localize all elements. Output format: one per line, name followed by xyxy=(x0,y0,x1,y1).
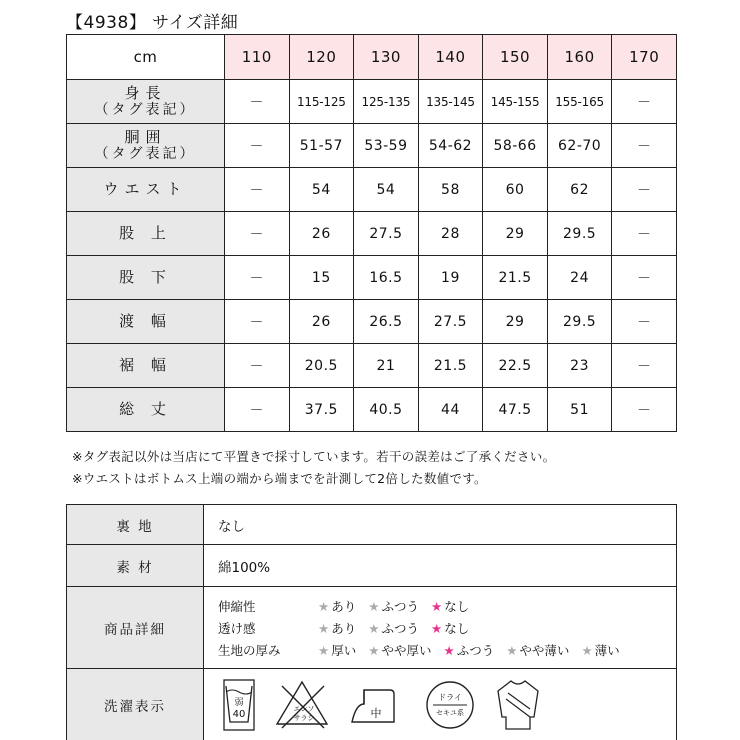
star-icon: ★ xyxy=(430,620,443,636)
size-cell: 135-145 xyxy=(418,80,483,124)
size-header: 160 xyxy=(547,35,612,80)
size-header: 130 xyxy=(354,35,419,80)
size-header: 150 xyxy=(483,35,548,80)
detail-option-text: ふつう xyxy=(456,642,495,658)
detail-option-text: ふつう xyxy=(381,620,419,636)
star-icon: ★ xyxy=(430,598,443,614)
size-cell: 60 xyxy=(483,168,548,212)
size-cell: 29 xyxy=(483,300,548,344)
row-label-text: 股 下 xyxy=(119,267,172,286)
detail-option-text: ふつう xyxy=(381,598,419,614)
detail-option xyxy=(368,597,419,615)
no-bleach-top-text: エンソ xyxy=(293,704,315,713)
dry-clean-icon xyxy=(424,679,476,731)
size-cell: 27.5 xyxy=(354,212,419,256)
size-cell: － xyxy=(612,344,677,388)
row-label-text: ウエスト xyxy=(103,179,188,198)
size-cell: 15 xyxy=(289,256,354,300)
size-table xyxy=(66,34,677,432)
row-label-text: 股 上 xyxy=(119,223,172,242)
detail-option xyxy=(581,641,619,659)
star-icon: ★ xyxy=(318,620,330,636)
size-cell: － xyxy=(612,124,677,168)
detail-option-text: あり xyxy=(331,598,357,614)
size-cell: 16.5 xyxy=(354,256,419,300)
star-icon: ★ xyxy=(368,598,380,614)
size-header-row xyxy=(67,35,677,80)
detail-row xyxy=(218,617,676,639)
iron-icon xyxy=(348,682,406,728)
size-cell: － xyxy=(225,256,290,300)
size-cell: 23 xyxy=(547,344,612,388)
row-label xyxy=(67,212,225,256)
row-label-text: 裾 幅 xyxy=(119,355,172,374)
detail-name: 伸縮性 xyxy=(218,598,256,614)
unit-label: cm xyxy=(67,35,225,80)
wash-tub-icon xyxy=(222,678,256,732)
size-row xyxy=(67,300,677,344)
size-cell: 53-59 xyxy=(354,124,419,168)
info-table xyxy=(66,504,677,740)
size-cell: 26 xyxy=(289,300,354,344)
details-label: 商品詳細 xyxy=(67,587,204,669)
detail-option xyxy=(318,619,356,637)
detail-option xyxy=(431,619,469,637)
row-label-text: 胴囲 xyxy=(124,127,167,146)
size-cell: 29.5 xyxy=(547,212,612,256)
size-cell: 21.5 xyxy=(418,344,483,388)
size-cell: － xyxy=(225,388,290,432)
size-cell: 21 xyxy=(354,344,419,388)
size-row xyxy=(67,124,677,168)
row-label xyxy=(67,344,225,388)
size-row xyxy=(67,168,677,212)
size-row xyxy=(67,388,677,432)
size-cell: 62-70 xyxy=(547,124,612,168)
care-icons xyxy=(218,670,676,740)
star-icon: ★ xyxy=(443,642,455,658)
size-cell: 62 xyxy=(547,168,612,212)
detail-option xyxy=(318,641,356,659)
size-cell: 37.5 xyxy=(289,388,354,432)
row-label-sub: （タグ表記） xyxy=(94,146,197,163)
detail-option-text: 厚い xyxy=(331,642,357,658)
row-label xyxy=(67,300,225,344)
detail-option-text: 薄い xyxy=(594,642,620,658)
size-cell: 27.5 xyxy=(418,300,483,344)
detail-option xyxy=(318,597,356,615)
care-label: 洗濯表示 xyxy=(67,669,204,740)
size-cell: 47.5 xyxy=(483,388,548,432)
star-icon: ★ xyxy=(368,642,380,658)
note-line: ※ウエストはボトムス上端の端から端までを計測して2倍した数値です。 xyxy=(72,471,487,486)
shade-dry-icon xyxy=(494,677,542,733)
size-header: 120 xyxy=(289,35,354,80)
detail-option-text: あり xyxy=(331,620,357,636)
size-cell: － xyxy=(612,388,677,432)
size-cell: 54 xyxy=(289,168,354,212)
size-cell: 24 xyxy=(547,256,612,300)
row-label-text: 総 丈 xyxy=(119,399,172,418)
iron-text: 中 xyxy=(370,706,382,720)
size-cell: 125-135 xyxy=(354,80,419,124)
size-cell: 145-155 xyxy=(483,80,548,124)
dry-clean-top-text: ドライ xyxy=(438,692,462,702)
size-cell: － xyxy=(225,168,290,212)
size-cell: 54 xyxy=(354,168,419,212)
wash-tub-bottom-text: 40 xyxy=(232,708,246,720)
size-cell: 155-165 xyxy=(547,80,612,124)
size-cell: 28 xyxy=(418,212,483,256)
no-bleach-bottom-text: サラシ xyxy=(293,713,315,722)
row-label xyxy=(67,388,225,432)
row-label xyxy=(67,168,225,212)
size-cell: － xyxy=(612,300,677,344)
row-label xyxy=(67,124,225,168)
wash-tub-top-text: 弱 xyxy=(234,697,244,708)
detail-option xyxy=(443,641,494,659)
detail-row xyxy=(218,639,676,661)
size-row xyxy=(67,212,677,256)
size-header: 170 xyxy=(612,35,677,80)
size-cell: 26.5 xyxy=(354,300,419,344)
detail-option-text: やや厚い xyxy=(381,642,432,658)
lining-label: 裏 地 xyxy=(67,505,204,545)
size-cell: 21.5 xyxy=(483,256,548,300)
size-cell: 51-57 xyxy=(289,124,354,168)
size-cell: 54-62 xyxy=(418,124,483,168)
row-label xyxy=(67,80,225,124)
size-cell: 22.5 xyxy=(483,344,548,388)
size-cell: 26 xyxy=(289,212,354,256)
notes xyxy=(72,446,555,490)
dry-clean-bottom-text: セキユ系 xyxy=(436,708,464,717)
page-title: 【4938】 サイズ詳細 xyxy=(66,13,239,33)
size-header: 110 xyxy=(225,35,290,80)
star-icon: ★ xyxy=(318,642,330,658)
size-cell: － xyxy=(612,168,677,212)
size-cell: 19 xyxy=(418,256,483,300)
lining-value: なし xyxy=(204,505,677,545)
size-cell: 115-125 xyxy=(289,80,354,124)
star-icon: ★ xyxy=(506,642,518,658)
detail-option xyxy=(506,641,569,659)
size-cell: 44 xyxy=(418,388,483,432)
size-cell: 40.5 xyxy=(354,388,419,432)
detail-option xyxy=(368,619,419,637)
detail-option xyxy=(368,641,431,659)
size-cell: － xyxy=(612,256,677,300)
size-cell: － xyxy=(225,80,290,124)
row-label-text: 渡 幅 xyxy=(119,311,172,330)
size-cell: 58-66 xyxy=(483,124,548,168)
detail-name: 透け感 xyxy=(218,620,256,636)
care-cell xyxy=(204,669,677,740)
star-icon: ★ xyxy=(368,620,380,636)
material-value: 綿100% xyxy=(204,545,677,587)
size-header: 140 xyxy=(418,35,483,80)
size-cell: 29 xyxy=(483,212,548,256)
row-label xyxy=(67,256,225,300)
size-row xyxy=(67,256,677,300)
size-cell: － xyxy=(612,80,677,124)
size-cell: 51 xyxy=(547,388,612,432)
size-cell: － xyxy=(225,124,290,168)
detail-row xyxy=(218,595,676,617)
detail-option-text: なし xyxy=(444,598,470,614)
size-cell: － xyxy=(612,212,677,256)
size-cell: － xyxy=(225,212,290,256)
detail-option xyxy=(431,597,469,615)
size-cell: 20.5 xyxy=(289,344,354,388)
size-cell: － xyxy=(225,344,290,388)
star-icon: ★ xyxy=(581,642,593,658)
size-cell: 58 xyxy=(418,168,483,212)
no-bleach-icon xyxy=(274,678,330,732)
size-cell: 29.5 xyxy=(547,300,612,344)
size-row xyxy=(67,344,677,388)
row-label-sub: （タグ表記） xyxy=(94,102,197,119)
note-line: ※タグ表記以外は当店にて平置きで採寸しています。若干の誤差はご了承ください。 xyxy=(72,449,556,464)
detail-option-text: やや薄い xyxy=(519,642,570,658)
row-label-text: 身長 xyxy=(124,83,167,102)
detail-option-text: なし xyxy=(444,620,470,636)
material-label: 素 材 xyxy=(67,545,204,587)
detail-name: 生地の厚み xyxy=(218,642,281,658)
size-row xyxy=(67,80,677,124)
details-cell xyxy=(204,587,677,669)
star-icon: ★ xyxy=(318,598,330,614)
size-cell: － xyxy=(225,300,290,344)
